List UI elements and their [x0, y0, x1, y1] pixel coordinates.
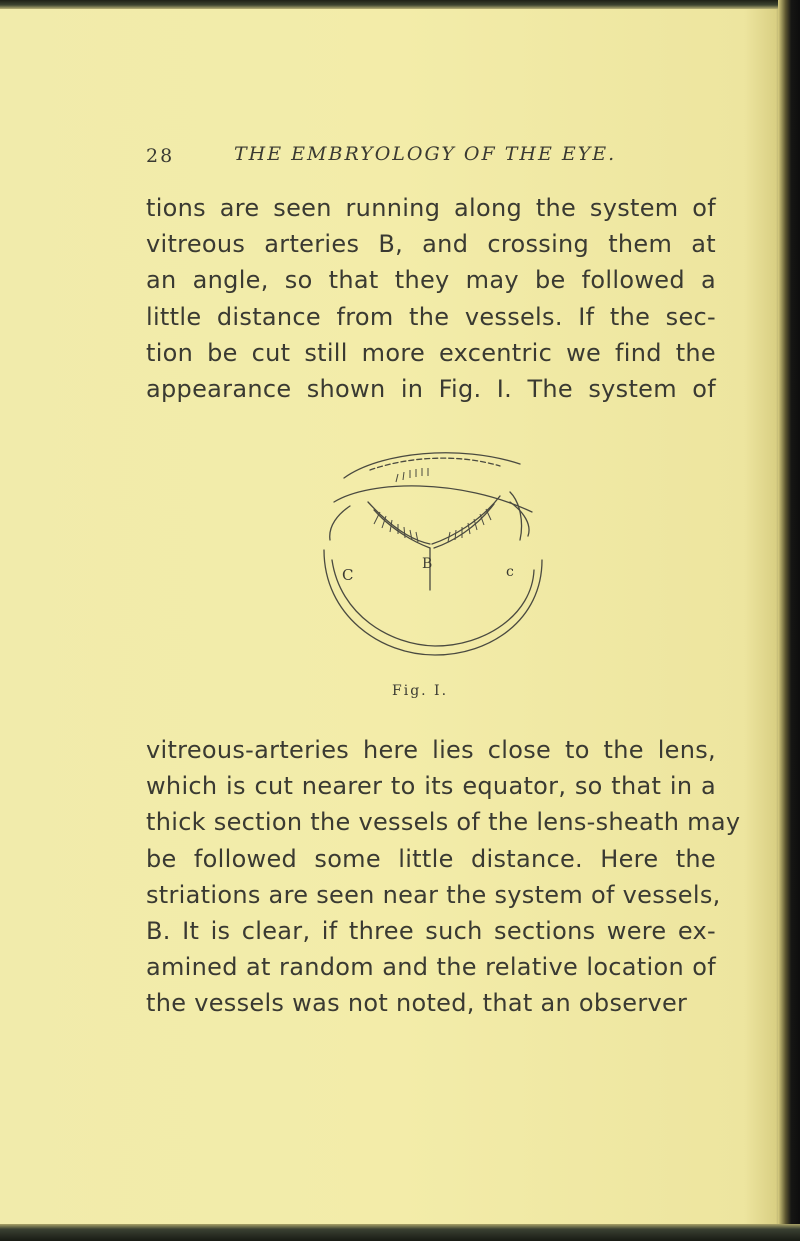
text-line: tions are seen running along the system of — [146, 194, 716, 222]
paragraph-top — [146, 190, 716, 407]
text-line: thick section the vessels of the lens-sheath may — [146, 808, 741, 837]
page-header — [146, 143, 666, 173]
lens-inner-outline — [332, 560, 534, 646]
text-line: vitreous-arteries here lies close to the lens, — [146, 736, 716, 764]
vessel-right — [432, 496, 500, 544]
text-line: an angle, so that they may be followed a — [146, 266, 716, 295]
text-line: tion be cut still more excentric we find the — [146, 338, 716, 367]
text-line: vitreous arteries B, and crossing them at — [146, 230, 716, 259]
page-number: 28 — [146, 145, 175, 167]
vessel-left — [368, 502, 430, 544]
label-b: B — [422, 556, 433, 572]
top-page-edge — [0, 0, 800, 9]
figure-caption: Fig. I. — [392, 683, 449, 699]
text-line: amined at random and the relative location of — [146, 953, 716, 982]
left-rim — [330, 506, 350, 540]
right-vessel — [510, 492, 522, 540]
binding-edge — [778, 0, 800, 1241]
text-line: be followed some little distance. Here the — [146, 844, 716, 873]
label-c-left: C — [342, 566, 354, 584]
vessel-right-2 — [434, 504, 494, 548]
text-line: which is cut nearer to its equator, so that in a — [146, 772, 716, 801]
bottom-page-edge — [0, 1224, 800, 1241]
label-c-right: c — [506, 564, 514, 580]
paragraph-bottom — [146, 732, 741, 1022]
text-line: B. It is clear, if three such sections were ex- — [146, 917, 716, 946]
text-line: appearance shown in Fig. I. The system of — [146, 375, 716, 404]
running-title: THE EMBRYOLOGY OF THE EYE. — [234, 143, 617, 165]
striations — [374, 468, 491, 542]
text-line: little distance from the vessels. If the sec- — [146, 302, 716, 331]
eye-section-figure — [310, 430, 550, 670]
middle-arc — [334, 486, 532, 512]
text-line: the vessels was not noted, that an observer — [146, 989, 688, 1018]
upper-inner-arc — [370, 458, 500, 470]
text-line: striations are seen near the system of vessels, — [146, 880, 721, 909]
upper-arc — [344, 453, 520, 478]
